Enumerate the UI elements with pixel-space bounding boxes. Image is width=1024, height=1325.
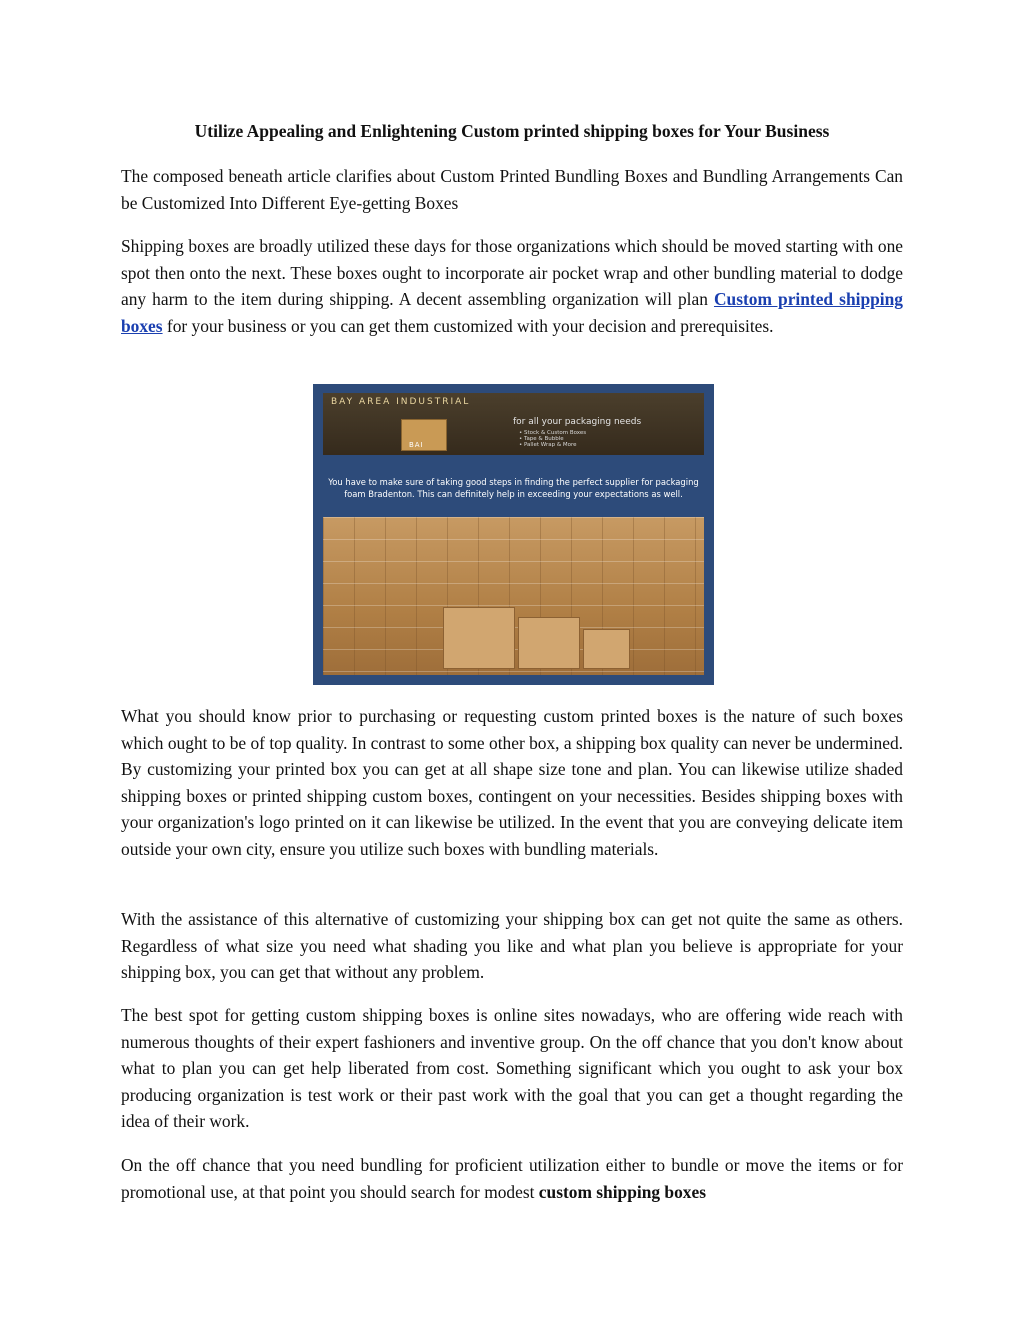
banner-bullets — [519, 430, 586, 448]
paragraph-online-sites: The best spot for getting custom shipping boxes is online sites nowadays, who are offering wide reach with numerous thoughts of their expert fashioners and inventive group. On the off chance that you don't know about what to plan you can get help liberated from cost. Something significant which you ought to ask your box producing organization is test work or their past work with the goal that you can get a thought regarding the idea of their work. — [121, 1005, 903, 1132]
brand-mark: BAI — [409, 441, 424, 449]
paragraph-quality: What you should know prior to purchasing or requesting custom printed boxes is the nature of such boxes which ought to be of top quality. In contrast to some other box, a shipping box quality can never be undermined. By customizing your printed box you can get at all shape size tone and plan. You can likewise utilize shaded shipping boxes or printed shipping custom boxes, contingent on your necessities. Besides shipping boxes with your organization's logo printed on it can likewise be utilized. In the event that you are conveying delicate item outside your own city, ensure you utilize such boxes with bundling materials. — [121, 706, 903, 859]
brand-logo — [331, 397, 501, 453]
article-image — [313, 384, 714, 685]
paragraph-text: for your business or you can get them customized with your decision and prerequisites. — [162, 315, 774, 336]
paragraph-promotional — [121, 1152, 903, 1205]
image-caption: You have to make sure of taking good steps in finding the perfect supplier for packaging foam Bradenton. This can definitely help in exceeding your expectations as well. — [328, 477, 699, 499]
box-icon — [401, 419, 447, 451]
banner-tagline: for all your packaging needs — [513, 417, 642, 427]
image-banner — [323, 393, 704, 455]
intro-paragraph: The composed beneath article clarifies about Custom Printed Bundling Boxes and Bundling Arrangements Can be Customized Into Different Eye-getting Boxes — [121, 166, 903, 213]
box-shape — [443, 607, 515, 669]
custom-printed-shipping-boxes-link[interactable]: Custom printed shipping boxes — [121, 289, 903, 336]
brand-name: BAY AREA INDUSTRIAL — [331, 397, 471, 407]
paragraph-shipping-boxes — [121, 233, 903, 339]
box-shape — [583, 629, 630, 669]
cardboard-boxes-photo — [323, 517, 704, 675]
banner-bullet: • Stock & Custom Boxes — [519, 430, 587, 436]
banner-bullet: • Tape & Bubble — [519, 436, 564, 442]
paragraph-customizing: With the assistance of this alternative of customizing your shipping box can get not quite the same as others. Regardless of what size you need what shading you like and what plan you believe is appropriate for your shipping box, you can get that without any problem. — [121, 909, 903, 983]
paragraph-text: On the off chance that you need bundling for proficient utilization either to bundle or move the items or for promotional use, at that point you should search for modest — [121, 1155, 903, 1202]
paragraph-text: Shipping boxes are broadly utilized these days for those organizations which should be moved starting with one spot then onto the next. These boxes ought to incorporate air pocket wrap and other bundling material to dodge any harm to the item during shipping. A decent assembling organization will plan — [121, 236, 903, 310]
page-title: Utilize Appealing and Enlightening Custom printed shipping boxes for Your Business — [194, 121, 830, 141]
banner-bullet: • Pallet Wrap & More — [519, 442, 577, 448]
bold-keyword: custom shipping boxes — [538, 1181, 706, 1202]
box-shape — [518, 617, 580, 669]
